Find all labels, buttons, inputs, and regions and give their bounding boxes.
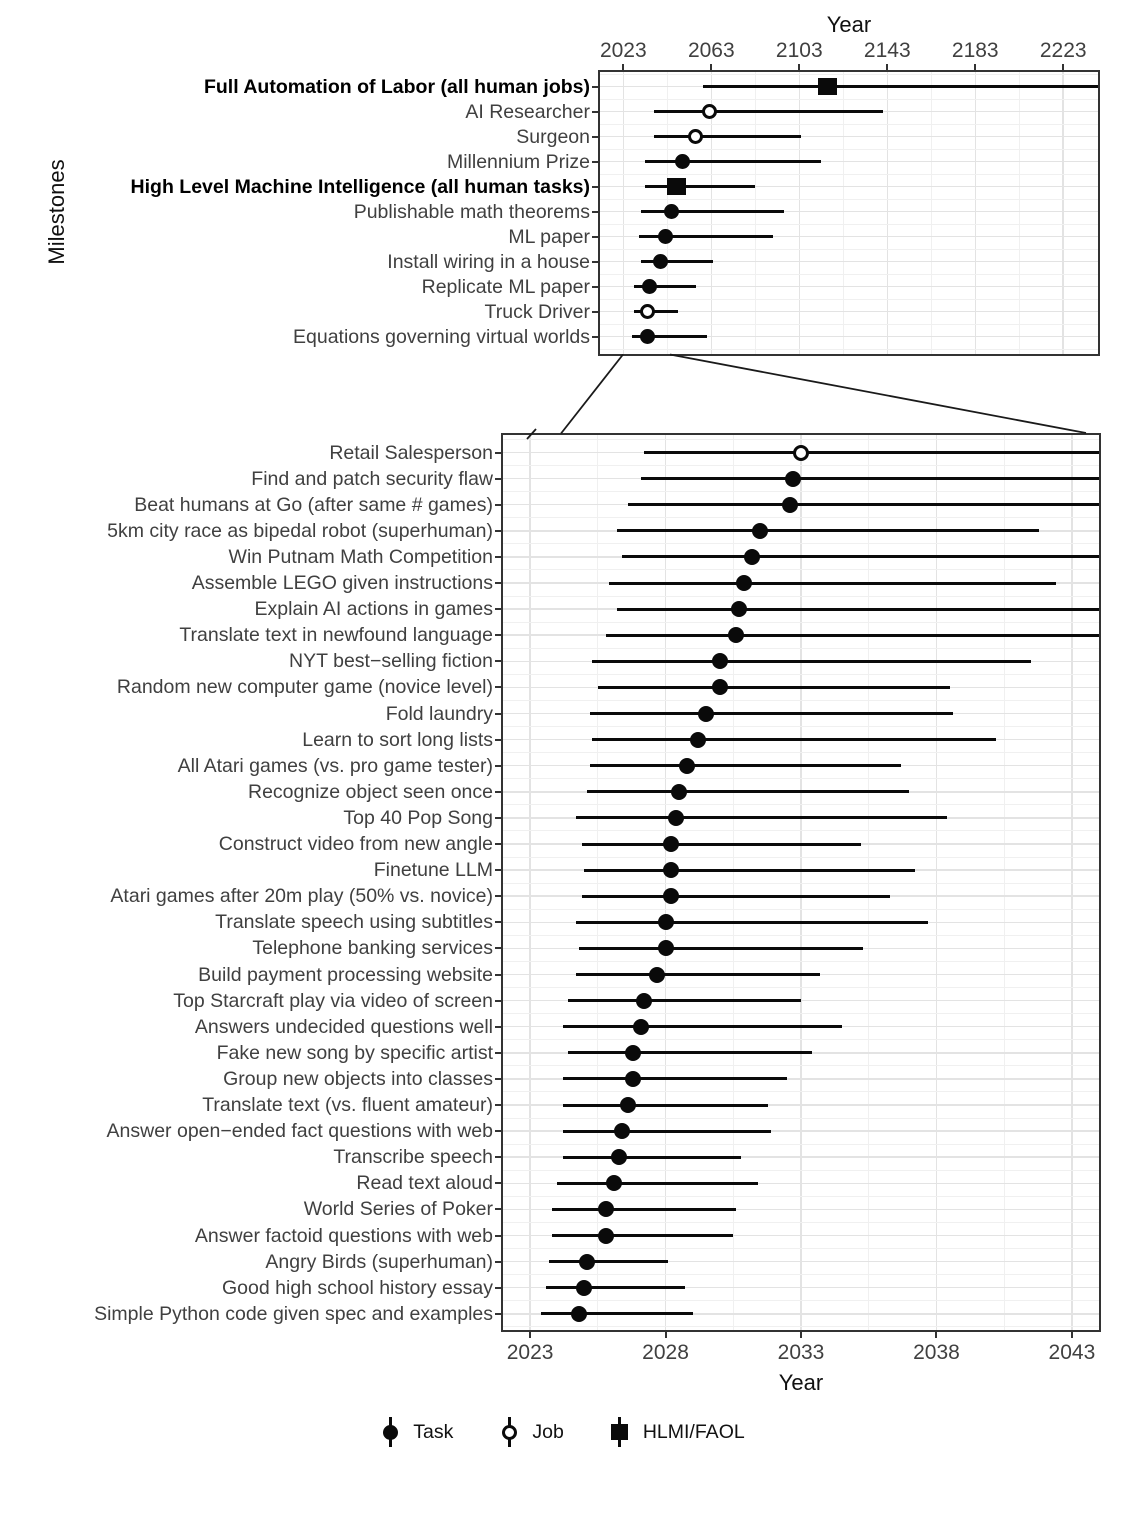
task-legend-icon [380, 1414, 400, 1450]
y-tick [495, 1052, 502, 1054]
gridline-row-minor [503, 987, 1099, 988]
y-tick [495, 765, 502, 767]
row-label: Group new objects into classes [223, 1067, 493, 1090]
task-marker [614, 1123, 630, 1139]
gridline-row-minor [503, 857, 1099, 858]
gridline-row-minor [600, 324, 1098, 325]
ci-bar [576, 973, 820, 976]
task-marker [598, 1201, 614, 1217]
ci-bar [590, 764, 902, 767]
task-marker [698, 706, 714, 722]
job-legend-icon [499, 1414, 519, 1450]
row-label: Good high school history essay [222, 1276, 493, 1299]
gridline-row-minor [600, 99, 1098, 100]
gridline-row-minor [503, 1013, 1099, 1014]
task-marker [383, 1425, 398, 1440]
ci-bar [654, 135, 801, 138]
row-label: Equations governing virtual worlds [293, 325, 590, 348]
y-tick [495, 791, 502, 793]
job-marker [793, 445, 809, 461]
gridline-row-minor [503, 1118, 1099, 1119]
task-marker [782, 497, 798, 513]
gridline-row-minor [600, 199, 1098, 200]
job-marker [702, 104, 717, 119]
x-tick-label: 2103 [775, 38, 823, 62]
row-label: Translate text (vs. fluent amateur) [202, 1094, 493, 1116]
x-tick-label: 2063 [687, 38, 735, 62]
y-tick [592, 261, 599, 263]
task-marker [744, 549, 760, 565]
task-marker [658, 940, 674, 956]
x-tick [710, 64, 712, 71]
row-label: Telephone banking services [252, 937, 493, 960]
row-label: Finetune LLM [373, 859, 493, 882]
task-marker [679, 758, 695, 774]
row-label: Read text aloud [356, 1172, 493, 1195]
row-label: 5km city race as bipedal robot (superhuman) [107, 519, 493, 542]
ci-bar [563, 1104, 769, 1107]
y-tick [495, 1208, 502, 1210]
gridline-row-minor [503, 439, 1099, 440]
gridline-row-minor [503, 1274, 1099, 1275]
y-tick [495, 1130, 502, 1132]
ci-bar [645, 185, 755, 188]
task-marker [663, 836, 679, 852]
row-label: High Level Machine Intelligence (all human tasks) [130, 175, 590, 198]
row-label: Truck Driver [484, 300, 590, 323]
row-label: Build payment processing website [198, 963, 493, 986]
y-tick [495, 556, 502, 558]
x-tick-label: 2143 [863, 38, 911, 62]
hlmi-marker [667, 178, 686, 195]
y-tick [495, 1261, 502, 1263]
hlmi-legend-icon [610, 1414, 630, 1450]
ci-bar [592, 660, 1031, 663]
row-label: Millennium Prize [446, 150, 590, 173]
ci-bar [590, 712, 953, 715]
task-marker [752, 523, 768, 539]
task-marker [649, 967, 665, 983]
task-marker [663, 888, 679, 904]
x-tick [886, 64, 888, 71]
row-label: Replicate ML paper [421, 275, 590, 298]
task-marker [736, 575, 752, 591]
task-marker [658, 229, 673, 244]
ci-bar [552, 1208, 736, 1211]
y-tick [592, 86, 599, 88]
task-marker [728, 627, 744, 643]
gridline-row-minor [600, 249, 1098, 250]
ci-bar [641, 260, 714, 263]
ci-bar [587, 790, 909, 793]
gridline-row-minor [503, 909, 1099, 910]
gridline-row-minor [503, 517, 1099, 518]
y-tick [495, 1156, 502, 1158]
row-label: Random new computer game (novice level) [116, 676, 493, 699]
chart-legend [0, 1414, 1125, 1450]
gridline-row-minor [503, 622, 1099, 623]
legend-item-job [499, 1414, 563, 1450]
gridline-row-minor [600, 274, 1098, 275]
task-marker [712, 679, 728, 695]
task-marker [785, 471, 801, 487]
y-tick [495, 817, 502, 819]
task-marker [625, 1045, 641, 1061]
gridline-row-minor [600, 74, 1098, 75]
y-tick [495, 1000, 502, 1002]
ci-bar [582, 895, 891, 898]
task-marker [633, 1019, 649, 1035]
row-label: ML paper [508, 225, 590, 248]
x-tick [1071, 1331, 1073, 1338]
task-marker [579, 1254, 595, 1270]
bottom-x-axis-title: Year [778, 1370, 824, 1395]
ci-bar [703, 85, 1098, 88]
gridline-row-minor [503, 1039, 1099, 1040]
y-tick [495, 1104, 502, 1106]
row-label: Full Automation of Labor (all human jobs) [203, 75, 590, 98]
task-marker [611, 1149, 627, 1165]
task-marker [712, 653, 728, 669]
x-tick-label: 2033 [777, 1341, 825, 1364]
y-axis-title: Milestones [44, 159, 69, 265]
y-tick [495, 582, 502, 584]
gridline-row-minor [503, 674, 1099, 675]
y-tick [495, 1182, 502, 1184]
hlmi-marker [611, 1424, 628, 1440]
gridline-row-minor [600, 124, 1098, 125]
task-marker [625, 1071, 641, 1087]
ci-bar [579, 947, 863, 950]
row-label: Retail Salesperson [329, 441, 493, 464]
gridline-row-minor [503, 1144, 1099, 1145]
ci-bar [641, 477, 1099, 480]
y-tick [592, 211, 599, 213]
ci-bar [557, 1182, 757, 1185]
ci-bar [576, 921, 928, 924]
y-tick [495, 660, 502, 662]
ci-bar [563, 1156, 742, 1159]
x-tick-label: 2043 [1048, 1341, 1096, 1364]
task-marker [663, 862, 679, 878]
row-label: Transcribe speech [333, 1146, 493, 1169]
row-label: Find and patch security flaw [251, 467, 493, 490]
ci-bar [645, 160, 821, 163]
y-tick [495, 530, 502, 532]
gridline-row-minor [503, 648, 1099, 649]
task-marker [636, 993, 652, 1009]
gridline-row-minor [503, 935, 1099, 936]
ci-bar [568, 999, 801, 1002]
task-marker [675, 154, 690, 169]
gridline-row-minor [503, 465, 1099, 466]
row-label: Fold laundry [385, 702, 493, 725]
y-tick [495, 504, 502, 506]
task-marker [671, 784, 687, 800]
gridline-row-minor [503, 752, 1099, 753]
y-tick [495, 895, 502, 897]
gridline-row-minor [600, 224, 1098, 225]
row-label: Simple Python code given spec and examples [94, 1302, 493, 1325]
y-tick [495, 686, 502, 688]
y-tick [495, 1078, 502, 1080]
row-label: Construct video from new angle [218, 833, 493, 855]
x-tick [529, 1331, 531, 1338]
y-tick [495, 713, 502, 715]
y-tick [495, 452, 502, 454]
task-marker [731, 601, 747, 617]
legend-label: Job [532, 1420, 564, 1443]
ci-bar [606, 634, 1099, 637]
ci-bar [576, 816, 947, 819]
x-tick [974, 64, 976, 71]
ci-bar [628, 503, 1099, 506]
y-tick [495, 739, 502, 741]
ci-bar [582, 843, 861, 846]
legend-label: Task [413, 1420, 454, 1443]
gridline-row-minor [503, 830, 1099, 831]
legend-item-task [380, 1414, 453, 1450]
y-tick [495, 921, 502, 923]
row-label: Assemble LEGO given instructions [191, 572, 493, 594]
task-marker [598, 1228, 614, 1244]
row-label: Install wiring in a house [387, 250, 590, 273]
row-label: Angry Birds (superhuman) [265, 1250, 493, 1273]
y-tick [592, 336, 599, 338]
job-marker [502, 1425, 517, 1440]
legend-item-hlmi [610, 1414, 745, 1450]
gridline-row-minor [503, 700, 1099, 701]
gridline-row-minor [503, 804, 1099, 805]
row-label: Explain AI actions in games [254, 598, 493, 621]
ci-bar [546, 1286, 684, 1289]
gridline-row-minor [503, 778, 1099, 779]
ci-bar [617, 608, 1099, 611]
x-tick [665, 1331, 667, 1338]
row-label: Surgeon [516, 125, 590, 148]
task-marker [640, 329, 655, 344]
gridline-row-minor [503, 1326, 1099, 1327]
ci-bar [584, 869, 915, 872]
y-tick [495, 974, 502, 976]
x-tick [798, 64, 800, 71]
row-label: Recognize object seen once [248, 780, 493, 803]
y-tick [495, 869, 502, 871]
row-label: NYT best−selling fiction [289, 650, 493, 673]
row-label: Fake new song by specific artist [216, 1041, 493, 1064]
x-tick-label: 2038 [913, 1341, 960, 1364]
gridline-row-minor [503, 1222, 1099, 1223]
x-tick-label: 2223 [1039, 38, 1087, 62]
y-tick [592, 286, 599, 288]
row-label: Top 40 Pop Song [343, 806, 493, 829]
task-marker [606, 1175, 622, 1191]
row-label: Translate text in newfound language [179, 624, 493, 647]
x-tick-label: 2023 [599, 38, 647, 62]
y-tick [495, 947, 502, 949]
y-tick [592, 236, 599, 238]
gridline-row-minor [503, 883, 1099, 884]
ci-bar [598, 686, 950, 689]
row-label: AI Researcher [465, 100, 590, 123]
gridline-row-minor [503, 1091, 1099, 1092]
gridline-row-minor [503, 543, 1099, 544]
task-marker [576, 1280, 592, 1296]
y-tick [592, 111, 599, 113]
row-label: Beat humans at Go (after same # games) [134, 493, 493, 516]
row-label: All Atari games (vs. pro game tester) [177, 754, 493, 777]
task-marker [690, 732, 706, 748]
gridline-row-minor [503, 569, 1099, 570]
y-tick [592, 161, 599, 163]
ci-bar [563, 1077, 788, 1080]
row-label: Publishable math theorems [353, 200, 590, 223]
task-marker [620, 1097, 636, 1113]
legend-label: HLMI/FAOL [642, 1420, 745, 1443]
x-tick-label: 2183 [951, 38, 999, 62]
ci-bar [622, 555, 1099, 558]
ci-bar [592, 738, 996, 741]
job-marker [688, 129, 703, 144]
gridline-row-minor [503, 1170, 1099, 1171]
ci-bar [654, 110, 883, 113]
task-marker [658, 914, 674, 930]
row-label: Answer factoid questions with web [194, 1224, 493, 1247]
ci-bar [568, 1051, 812, 1054]
x-tick-label: 2023 [506, 1341, 554, 1364]
gridline-row-minor [503, 491, 1099, 492]
row-label: Learn to sort long lists [302, 728, 493, 751]
job-marker [640, 304, 655, 319]
x-tick-label: 2028 [642, 1341, 689, 1364]
row-label: Top Starcraft play via video of screen [173, 989, 493, 1012]
y-tick [495, 608, 502, 610]
ci-bar [609, 582, 1056, 585]
x-tick [1062, 64, 1064, 71]
ci-bar [549, 1260, 668, 1263]
ci-bar [541, 1312, 693, 1315]
task-marker [571, 1306, 587, 1322]
gridline-row-minor [503, 1065, 1099, 1066]
y-tick [495, 1287, 502, 1289]
row-label: Answers undecided questions well [194, 1015, 493, 1038]
y-tick [592, 311, 599, 313]
x-tick [622, 64, 624, 71]
ci-bar [563, 1025, 842, 1028]
ci-bar [552, 1234, 734, 1237]
row-label: Translate speech using subtitles [215, 911, 493, 934]
row-label: Atari games after 20m play (50% vs. novice) [110, 885, 493, 908]
gridline-row-minor [503, 1248, 1099, 1249]
y-tick [495, 634, 502, 636]
gridline-row-minor [503, 1196, 1099, 1197]
gridline-row-minor [503, 1300, 1099, 1301]
gridline-row-minor [503, 596, 1099, 597]
gridline-row-minor [600, 299, 1098, 300]
row-label: Answer open−ended fact questions with web [106, 1120, 493, 1143]
ci-bar [641, 210, 784, 213]
gridline-row-minor [600, 174, 1098, 175]
ci-bar [617, 529, 1040, 532]
x-tick [800, 1331, 802, 1338]
y-tick [495, 1313, 502, 1315]
y-tick [592, 186, 599, 188]
gridline-row-minor [503, 726, 1099, 727]
row-label: Win Putnam Math Competition [228, 545, 493, 568]
task-marker [668, 810, 684, 826]
ci-bar [563, 1130, 772, 1133]
ci-bar [644, 451, 1099, 454]
task-marker [642, 279, 657, 294]
y-tick [592, 136, 599, 138]
gridline-row-minor [503, 961, 1099, 962]
gridline-row-minor [600, 349, 1098, 350]
task-marker [664, 204, 679, 219]
y-tick [495, 1026, 502, 1028]
gridline-row-minor [600, 149, 1098, 150]
x-tick [935, 1331, 937, 1338]
row-label: World Series of Poker [303, 1198, 493, 1221]
y-tick [495, 478, 502, 480]
y-tick [495, 1235, 502, 1237]
y-tick [495, 843, 502, 845]
top-x-axis-title: Year [826, 12, 872, 37]
hlmi-marker [818, 78, 837, 95]
